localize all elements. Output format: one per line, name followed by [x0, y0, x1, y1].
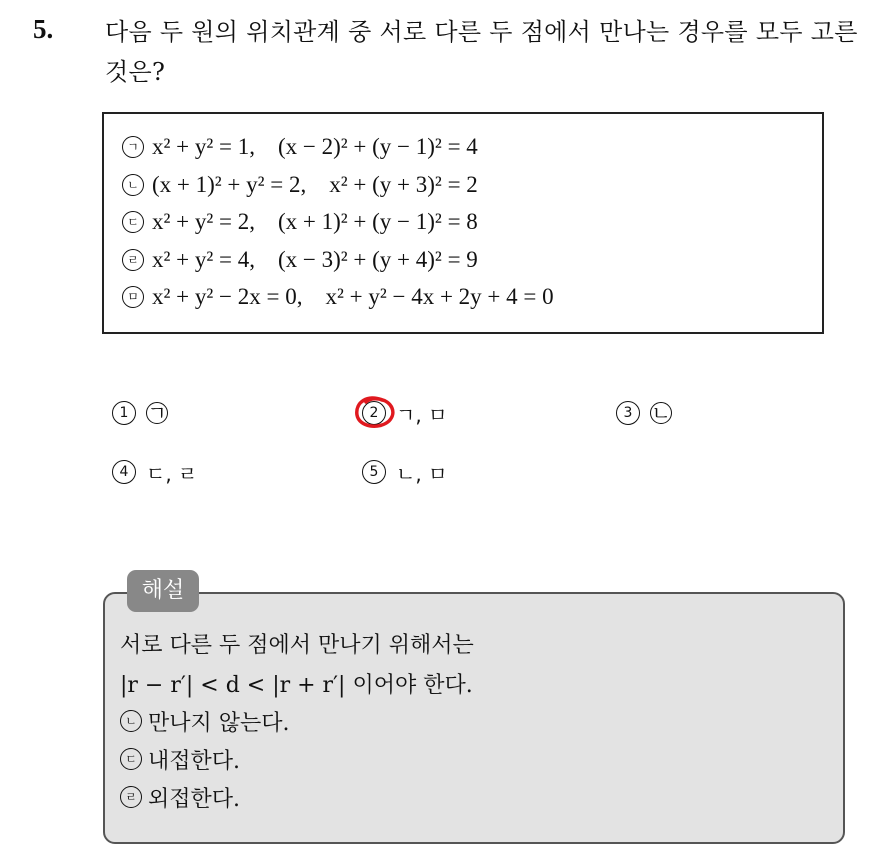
explanation-text: 서로 다른 두 점에서 만나기 위해서는 [120, 632, 474, 658]
explanation-text: 내접한다. [148, 748, 241, 774]
choice-3[interactable] [616, 398, 680, 428]
choice-4[interactable] [112, 457, 197, 487]
explanation-line [120, 780, 240, 814]
question-text: 다음 두 원의 위치관계 중 서로 다른 두 점에서 만나는 경우를 모두 고른 것은? [105, 18, 858, 86]
explanation-tab: 해설 [127, 570, 199, 612]
explanation-mark: ㄷ [120, 748, 142, 770]
explanation-mark: ㄹ [120, 786, 142, 808]
explanation-line [120, 626, 474, 660]
condition-item [122, 207, 478, 237]
choice-number: 1 [112, 401, 136, 425]
choice-value: ㄱ [147, 401, 167, 425]
answer-mark-circle [352, 394, 396, 432]
explanation-line [120, 742, 240, 776]
choice-number: 2 [362, 401, 386, 425]
condition-equation: x² + y² − 2x = 0, x² + y² − 4x + 2y + 4 = 0 [152, 284, 554, 309]
choice-number: 3 [616, 401, 640, 425]
choice-value: ㄱ, ㅁ [396, 402, 448, 427]
condition-mark: ㄴ [122, 174, 144, 196]
explanation-text: |r − r′| < d < |r + r′| 이어야 한다. [120, 672, 473, 698]
condition-mark: ㄹ [122, 249, 144, 271]
explanation-text: 외접한다. [148, 786, 241, 812]
condition-item [122, 132, 478, 162]
choice-number: 5 [362, 460, 386, 484]
explanation-line [120, 704, 290, 738]
condition-equation: x² + y² = 1, (x − 2)² + (y − 1)² = 4 [152, 134, 478, 159]
condition-equation: (x + 1)² + y² = 2, x² + (y + 3)² = 2 [152, 172, 478, 197]
condition-mark: ㄱ [122, 136, 144, 158]
condition-mark: ㅁ [122, 286, 144, 308]
explanation-line [120, 666, 473, 700]
condition-item [122, 245, 478, 275]
choice-value: ㄷ, ㄹ [146, 461, 198, 486]
explanation-text: 만나지 않는다. [148, 710, 290, 736]
choice-5[interactable] [362, 457, 447, 487]
explanation-mark: ㄴ [120, 710, 142, 732]
condition-equation: x² + y² = 2, (x + 1)² + (y − 1)² = 8 [152, 209, 478, 234]
conditions-box [102, 112, 824, 334]
choice-1[interactable] [112, 398, 176, 428]
condition-equation: x² + y² = 4, (x − 3)² + (y + 4)² = 9 [152, 247, 478, 272]
condition-item [122, 170, 478, 200]
condition-mark: ㄷ [122, 211, 144, 233]
choice-value: ㄴ [651, 401, 671, 425]
question-number: 5. [33, 14, 54, 44]
condition-item [122, 282, 554, 312]
choice-value: ㄴ, ㅁ [396, 461, 448, 486]
choice-number: 4 [112, 460, 136, 484]
